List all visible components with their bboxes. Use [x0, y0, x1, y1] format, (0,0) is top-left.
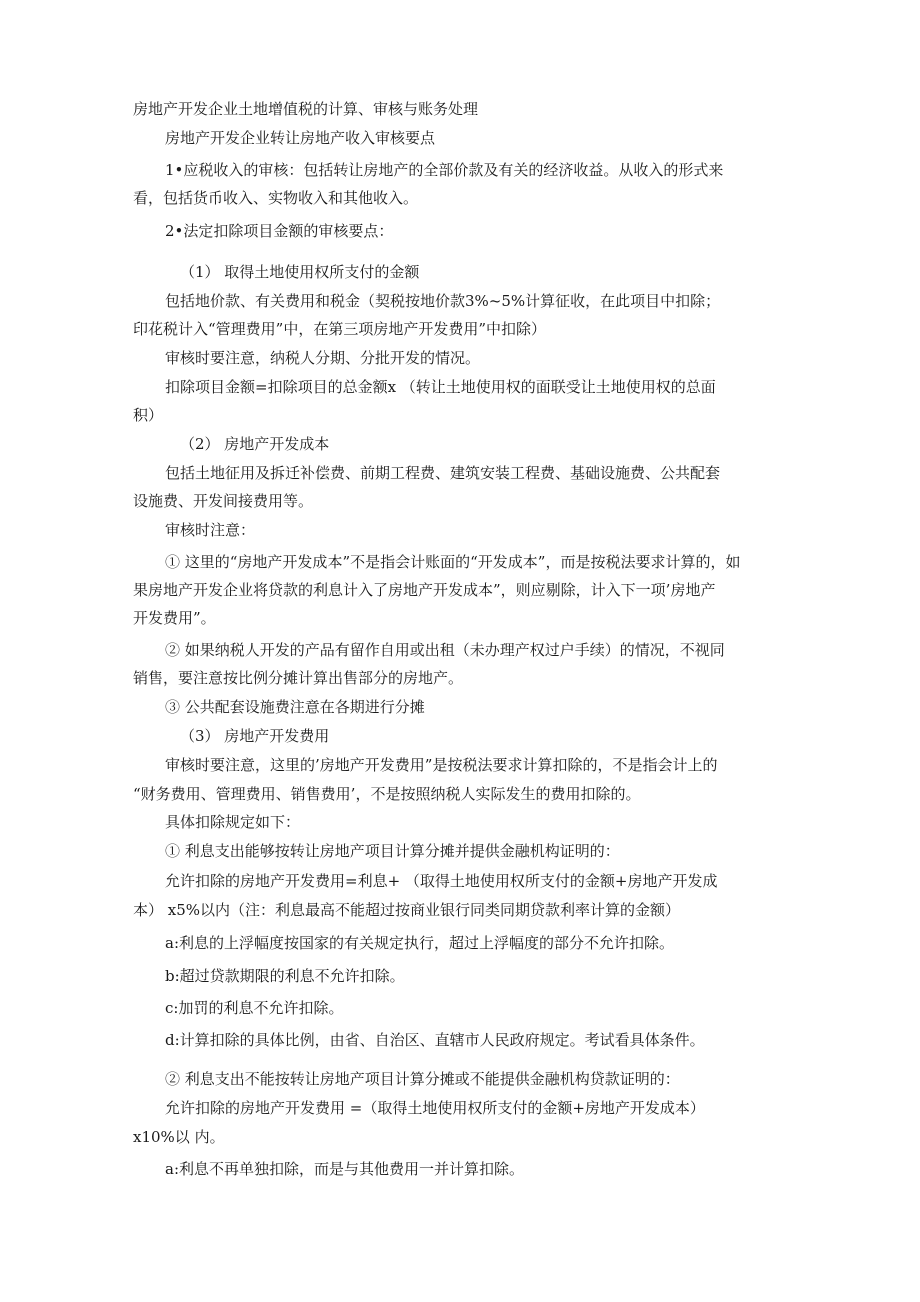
section-heading: （3） 房地产开发费用 — [180, 727, 330, 745]
text-line: 允许扣除的房地产开发费用=利息+ （取得土地使用权所支付的金额+房地产开发成 — [165, 872, 718, 890]
text-line: 包括土地征用及拆迁补偿费、前期工程费、建筑安装工程费、基础设施费、公共配套 — [165, 464, 721, 482]
text-line: 房地产开发企业转让房地产收入审核要点 — [165, 129, 436, 147]
text-line: ③ 公共配套设施费注意在各期进行分摊 — [165, 698, 425, 716]
text-line: ① 这里的“房地产开发成本”不是指会计账面的“开发成本”，而是按税法要求计算的，如 — [165, 553, 741, 571]
text-line: 允许扣除的房地产开发费用 =（取得土地使用权所支付的金额+房地产开发成本） — [165, 1099, 705, 1117]
text-line: c:加罚的利息不允许扣除。 — [165, 999, 344, 1017]
text-line: 2•法定扣除项目金额的审核要点： — [165, 222, 394, 240]
text-line: 包括地价款、有关费用和税金（契税按地价款3%~5%计算征收，在此项目中扣除； — [165, 292, 721, 310]
text-line: ② 利息支出不能按转让房地产项目计算分摊或不能提供金融机构贷款证明的： — [165, 1070, 680, 1088]
text-line: x10%以 内。 — [133, 1128, 225, 1146]
text-line: 开发费用”。 — [133, 609, 216, 627]
text-line: 审核时要注意，这里的’房地产开发费用”是按税法要求计算扣除的，不是指会计上的 — [165, 756, 718, 774]
text-line: a:利息不再单独扣除，而是与其他费用一并计算扣除。 — [165, 1160, 524, 1178]
text-line: 具体扣除规定如下： — [165, 813, 301, 831]
document-title: 房地产开发企业土地增值税的计算、审核与账务处理 — [133, 100, 479, 118]
text-line: ① 利息支出能够按转让房地产项目计算分摊并提供金融机构证明的： — [165, 842, 620, 860]
text-line: 果房地产开发企业将贷款的利息计入了房地产开发成本”，则应剔除，计入下一项’房地产 — [133, 581, 716, 599]
section-heading: （1） 取得土地使用权所支付的金额 — [180, 263, 420, 281]
text-line: 印花税计入“管理费用”中，在第三项房地产开发费用”中扣除） — [133, 320, 547, 338]
text-line: 审核时注意： — [165, 521, 256, 539]
text-line: 积） — [133, 406, 164, 424]
text-line: 看，包括货币收入、实物收入和其他收入。 — [133, 189, 419, 207]
text-line: b:超过贷款期限的利息不允许扣除。 — [165, 967, 405, 985]
text-line: a:利息的上浮幅度按国家的有关规定执行，超过上浮幅度的部分不允许扣除。 — [165, 934, 675, 952]
text-line: 审核时要注意，纳税人分期、分批开发的情况。 — [165, 349, 481, 367]
text-line: 设施费、开发间接费用等。 — [133, 492, 314, 510]
text-line: 1•应税收入的审核：包括转让房地产的全部价款及有关的经济收益。从收入的形式来 — [165, 161, 724, 179]
text-line: 销售，要注意按比例分摊计算出售部分的房地产。 — [133, 669, 464, 687]
text-line: d:计算扣除的具体比例，由省、自治区、直辖市人民政府规定。考试看具体条件。 — [165, 1031, 705, 1049]
text-line: 扣除项目金额=扣除项目的总金额x （转让土地使用权的面联受让土地使用权的总面 — [165, 378, 716, 396]
text-line: ② 如果纳税人开发的产品有留作自用或出租（未办理产权过户手续）的情况，不视同 — [165, 641, 725, 659]
text-line: “财务费用、管理费用、销售费用’，不是按照纳税人实际发生的费用扣除的。 — [133, 785, 641, 803]
text-line: 本） x5%以内（注：利息最高不能超过按商业银行同类同期贷款利率计算的金额） — [133, 901, 681, 919]
section-heading: （2） 房地产开发成本 — [180, 435, 330, 453]
